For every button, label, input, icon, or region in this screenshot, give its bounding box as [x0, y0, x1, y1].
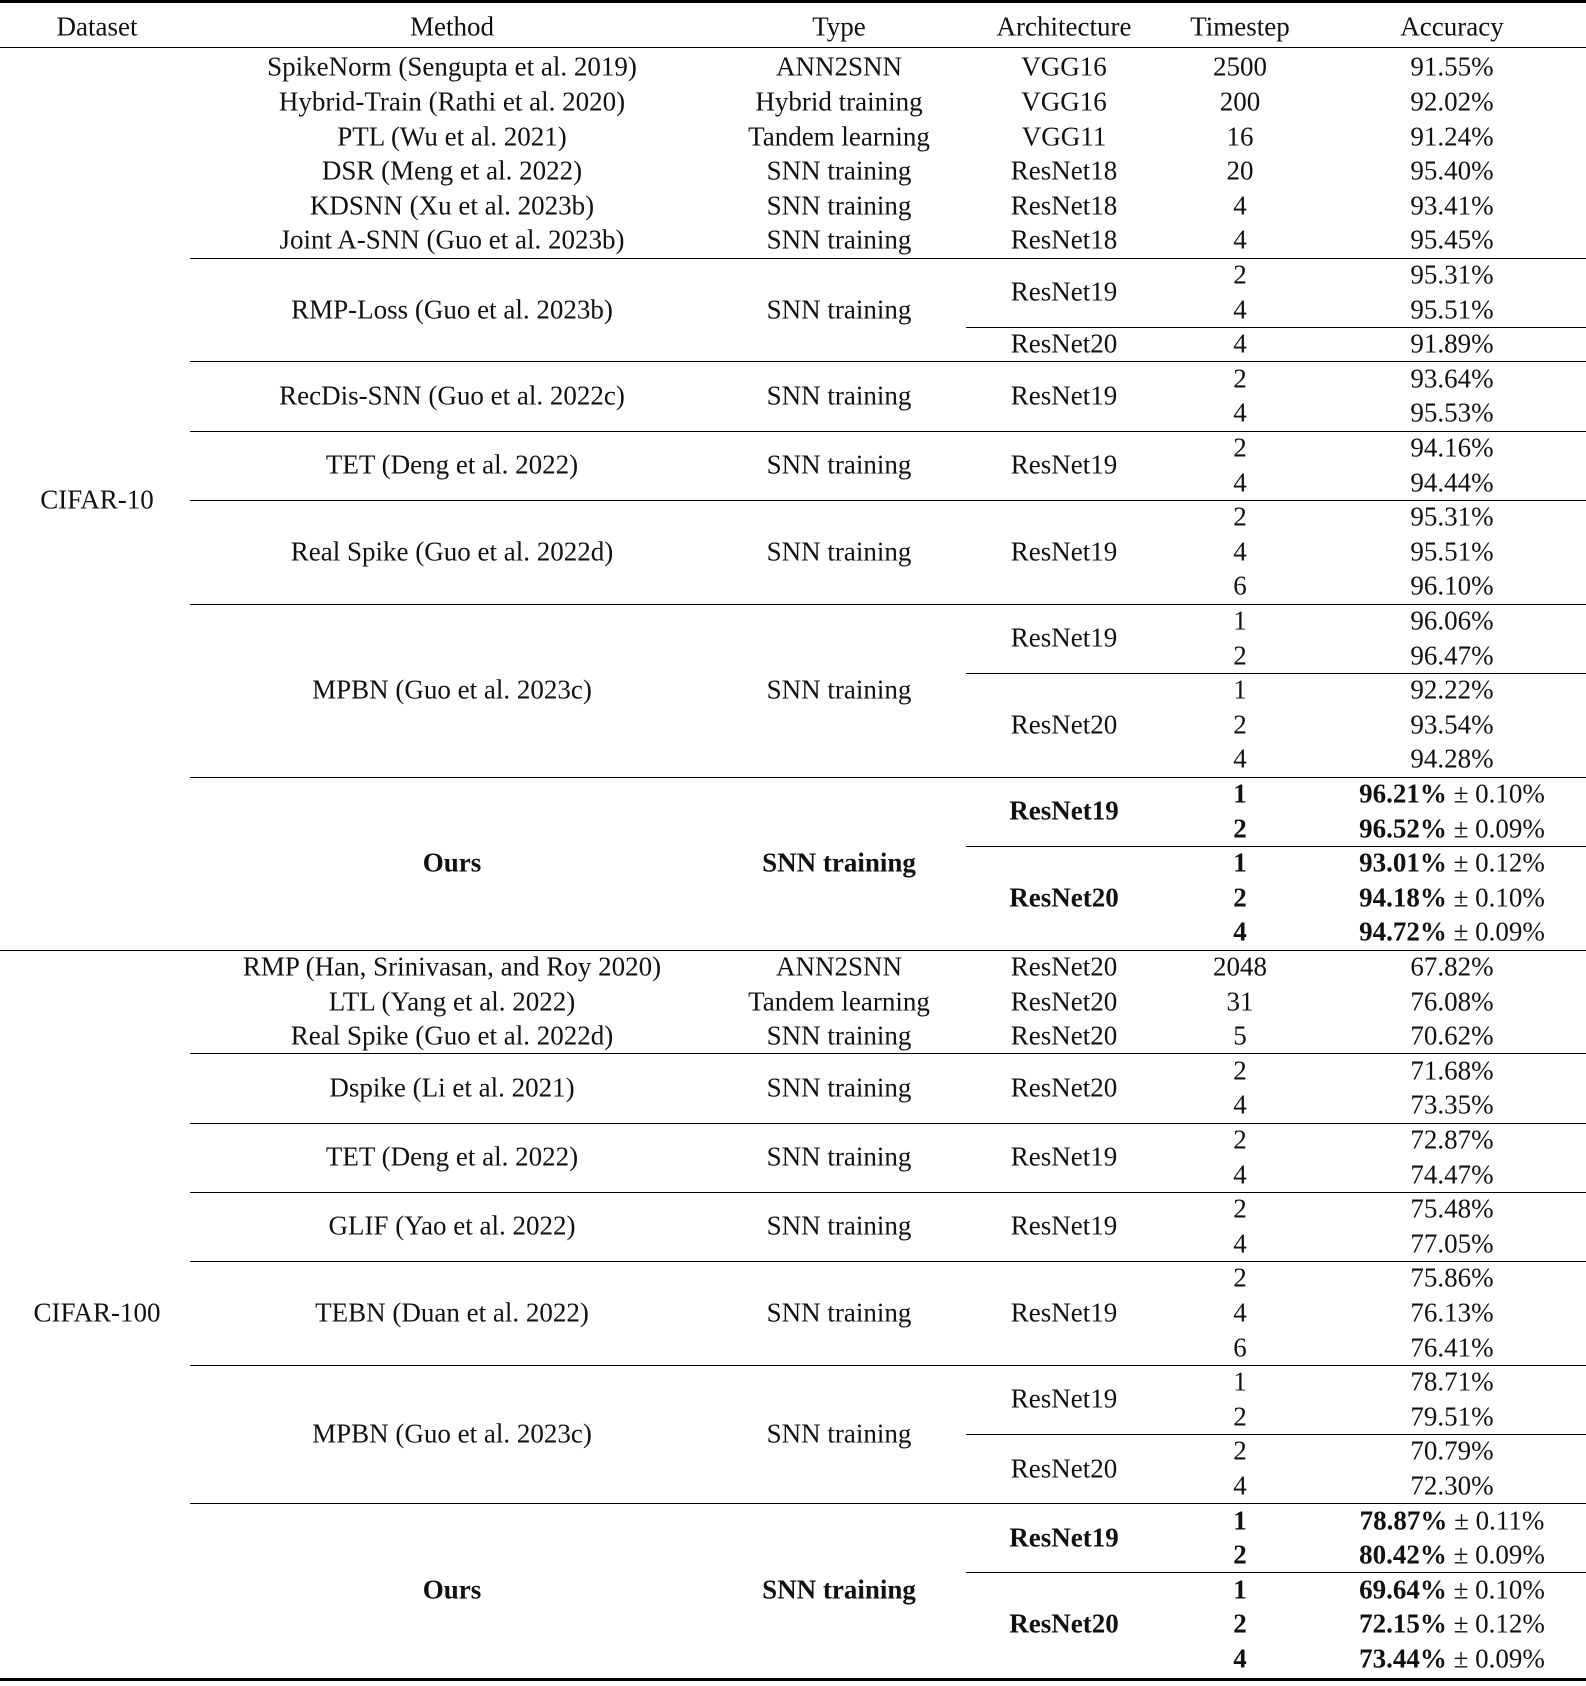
timestep-cell: 4: [1233, 1089, 1247, 1120]
accuracy-value: 72.30%: [1410, 1470, 1494, 1501]
timestep-cell: 4: [1233, 536, 1247, 567]
type-cell: SNN training: [762, 1574, 916, 1605]
method-cell: RMP (Han, Srinivasan, and Roy 2020): [242, 951, 662, 982]
accuracy-std: ± 0.09%: [1446, 916, 1545, 947]
accuracy-cell: [1410, 155, 1494, 186]
method-cell: Hybrid-Train (Rathi et al. 2020): [278, 86, 626, 117]
method-cell: RecDis-SNN (Guo et al. 2022c): [279, 380, 625, 411]
group-rule: [190, 1261, 1586, 1262]
header-rule: [0, 47, 1586, 48]
accuracy-cell: [1410, 469, 1493, 496]
accuracy-value: 95.51%: [1410, 536, 1494, 567]
timestep-cell: 4: [1233, 1159, 1247, 1189]
timestep-cell: 2: [1233, 501, 1247, 532]
type-cell: SNN training: [766, 536, 912, 567]
timestep-cell: 4: [1233, 224, 1247, 255]
accuracy-value: 96.52%: [1359, 813, 1447, 843]
method-cell: Joint A-SNN (Guo et al. 2023b): [279, 224, 625, 255]
column-header: Type: [812, 11, 866, 42]
type-cell: SNN training: [766, 1418, 912, 1449]
accuracy-std: ± 0.12%: [1446, 1608, 1545, 1639]
method-cell: Real Spike (Guo et al. 2022d): [290, 1020, 614, 1051]
method-cell: KDSNN (Xu et al. 2023b): [309, 190, 595, 221]
accuracy-cell: [1410, 397, 1494, 428]
architecture-cell: ResNet18: [1010, 190, 1118, 221]
accuracy-value: 95.53%: [1410, 397, 1494, 428]
group-rule: [190, 361, 1586, 362]
group-rule: [190, 258, 1586, 259]
group-rule: [190, 1123, 1586, 1124]
accuracy-cell: [1410, 1057, 1493, 1084]
accuracy-cell: [1410, 988, 1493, 1015]
group-rule: [190, 604, 1586, 605]
accuracy-cell: [1410, 743, 1494, 774]
architecture-cell: ResNet20: [1010, 951, 1118, 982]
timestep-cell: 4: [1233, 190, 1247, 221]
accuracy-cell: [1359, 780, 1545, 807]
accuracy-cell: [1359, 815, 1545, 842]
accuracy-value: 70.62%: [1410, 1020, 1494, 1051]
accuracy-value: 94.28%: [1410, 743, 1494, 774]
type-cell: SNN training: [766, 1072, 912, 1103]
architecture-cell: ResNet18: [1010, 155, 1118, 186]
timestep-cell: 1: [1233, 778, 1247, 809]
architecture-cell: ResNet19: [1010, 380, 1118, 411]
accuracy-cell: [1359, 916, 1545, 947]
accuracy-value: 92.22%: [1410, 674, 1494, 705]
timestep-cell: 4: [1233, 294, 1247, 324]
accuracy-std: ± 0.09%: [1446, 813, 1545, 843]
accuracy-value: 94.72%: [1359, 916, 1447, 947]
timestep-cell: 2: [1233, 640, 1247, 670]
accuracy-value: 75.86%: [1410, 1262, 1494, 1293]
architecture-cell: ResNet20: [1009, 882, 1119, 913]
timestep-cell: 2: [1233, 259, 1247, 290]
accuracy-cell: [1359, 1576, 1545, 1603]
architecture-cell: ResNet20: [1010, 1020, 1118, 1051]
method-cell: MPBN (Guo et al. 2023c): [312, 674, 592, 705]
architecture-cell: ResNet19: [1010, 1297, 1118, 1328]
timestep-cell: 200: [1219, 86, 1261, 117]
accuracy-cell: [1410, 1262, 1494, 1293]
timestep-cell: 2: [1233, 1124, 1247, 1155]
accuracy-cell: [1410, 1403, 1493, 1430]
accuracy-cell: [1410, 642, 1493, 669]
timestep-cell: 1: [1233, 674, 1247, 705]
type-cell: SNN training: [766, 1297, 912, 1328]
type-cell: SNN training: [762, 847, 916, 878]
timestep-cell: 31: [1226, 986, 1254, 1016]
architecture-cell: ResNet19: [1010, 449, 1118, 480]
accuracy-cell: [1410, 1161, 1493, 1188]
bottom-rule: [0, 1678, 1586, 1681]
accuracy-value: 96.21%: [1359, 778, 1447, 809]
method-cell: GLIF (Yao et al. 2022): [328, 1210, 576, 1241]
method-cell: PTL (Wu et al. 2021): [337, 121, 567, 151]
timestep-cell: 4: [1233, 397, 1247, 428]
timestep-cell: 1: [1233, 1574, 1247, 1605]
accuracy-value: 67.82%: [1410, 951, 1494, 982]
accuracy-value: 96.10%: [1410, 570, 1494, 601]
timestep-cell: 4: [1233, 1470, 1247, 1501]
column-header: Dataset: [56, 11, 138, 42]
timestep-cell: 1: [1233, 605, 1247, 636]
accuracy-value: 78.71%: [1410, 1366, 1494, 1397]
type-cell: SNN training: [766, 294, 912, 324]
method-cell: TEBN (Duan et al. 2022): [315, 1297, 589, 1328]
architecture-cell: ResNet20: [1010, 328, 1118, 359]
method-cell: SpikeNorm (Sengupta et al. 2019): [267, 51, 637, 82]
accuracy-std: ± 0.10%: [1446, 882, 1545, 913]
accuracy-std: ± 0.09%: [1446, 1539, 1545, 1570]
accuracy-value: 70.79%: [1410, 1435, 1494, 1466]
timestep-cell: 2: [1233, 1539, 1247, 1570]
accuracy-value: 80.42%: [1359, 1539, 1447, 1570]
timestep-cell: 6: [1233, 570, 1247, 601]
timestep-cell: 1: [1233, 847, 1247, 878]
architecture-cell: ResNet20: [1009, 1608, 1119, 1639]
method-cell: Ours: [422, 1574, 482, 1605]
architecture-cell: ResNet19: [1010, 1210, 1118, 1241]
accuracy-value: 74.47%: [1410, 1159, 1494, 1189]
accuracy-value: 92.02%: [1410, 86, 1494, 117]
architecture-cell: ResNet20: [1010, 709, 1118, 740]
type-cell: Tandem learning: [748, 121, 930, 151]
accuracy-cell: [1410, 123, 1493, 150]
accuracy-cell: [1410, 1299, 1493, 1326]
accuracy-value: 93.01%: [1359, 847, 1447, 878]
type-cell: SNN training: [766, 1141, 912, 1172]
accuracy-cell: [1410, 261, 1493, 288]
group-rule: [190, 1365, 1586, 1366]
accuracy-value: 93.41%: [1410, 190, 1494, 221]
accuracy-cell: [1410, 434, 1493, 461]
accuracy-value: 78.87%: [1359, 1505, 1448, 1535]
architecture-cell: VGG16: [1021, 51, 1107, 82]
dataset-cell: CIFAR-10: [40, 484, 154, 515]
timestep-cell: 5: [1233, 1020, 1247, 1051]
timestep-cell: 4: [1233, 743, 1247, 774]
accuracy-value: 69.64%: [1359, 1574, 1447, 1605]
accuracy-cell: [1410, 538, 1493, 565]
timestep-cell: 2: [1233, 1401, 1247, 1432]
timestep-cell: 20: [1226, 155, 1254, 186]
type-cell: SNN training: [766, 224, 912, 255]
timestep-cell: 2: [1233, 1435, 1247, 1466]
accuracy-cell: [1410, 88, 1493, 115]
architecture-cell: ResNet20: [1010, 1072, 1118, 1103]
accuracy-cell: [1410, 1193, 1494, 1224]
accuracy-cell: [1410, 674, 1494, 705]
timestep-cell: 2500: [1213, 51, 1267, 82]
timestep-cell: 2: [1233, 432, 1247, 463]
method-cell: Real Spike (Guo et al. 2022d): [290, 536, 614, 567]
timestep-cell: 4: [1233, 1643, 1247, 1674]
architecture-cell: ResNet19: [1009, 795, 1119, 826]
accuracy-value: 72.87%: [1410, 1124, 1494, 1155]
column-header: Timestep: [1190, 11, 1290, 42]
top-rule: [0, 0, 1586, 3]
timestep-cell: 4: [1233, 1297, 1247, 1328]
architecture-cell: ResNet19: [1010, 1141, 1118, 1172]
type-cell: Tandem learning: [748, 986, 930, 1016]
accuracy-value: 76.13%: [1410, 1297, 1494, 1328]
accuracy-value: 96.06%: [1410, 605, 1494, 636]
type-cell: SNN training: [766, 380, 912, 411]
accuracy-cell: [1410, 224, 1494, 255]
architecture-cell: ResNet19: [1010, 1383, 1118, 1414]
architecture-cell: ResNet19: [1010, 622, 1118, 653]
type-cell: ANN2SNN: [775, 951, 903, 982]
accuracy-value: 76.41%: [1410, 1332, 1494, 1362]
accuracy-cell: [1410, 296, 1493, 323]
architecture-cell: VGG11: [1021, 121, 1107, 151]
timestep-cell: 4: [1233, 916, 1247, 947]
accuracy-value: 73.35%: [1410, 1089, 1494, 1120]
accuracy-value: 71.68%: [1410, 1055, 1494, 1086]
accuracy-value: 77.05%: [1410, 1228, 1494, 1259]
accuracy-cell: [1410, 365, 1493, 392]
accuracy-cell: [1410, 1126, 1493, 1153]
accuracy-cell: [1410, 1334, 1493, 1361]
column-header: Architecture: [996, 11, 1132, 42]
accuracy-cell: [1410, 711, 1493, 738]
accuracy-std: ± 0.09%: [1446, 1643, 1545, 1674]
type-cell: SNN training: [766, 674, 912, 705]
dataset-cell: CIFAR-100: [33, 1297, 161, 1328]
architecture-cell: VGG16: [1021, 86, 1107, 117]
accuracy-value: 95.31%: [1410, 259, 1494, 290]
group-rule: [190, 1053, 1586, 1054]
accuracy-value: 94.16%: [1410, 432, 1494, 463]
timestep-cell: 2048: [1213, 951, 1267, 982]
timestep-cell: 4: [1233, 467, 1247, 497]
type-cell: SNN training: [766, 190, 912, 221]
accuracy-value: 94.44%: [1410, 467, 1494, 497]
method-cell: LTL (Yang et al. 2022): [328, 986, 576, 1016]
accuracy-std: ± 0.10%: [1446, 1574, 1545, 1605]
group-rule: [190, 500, 1586, 501]
timestep-cell: 4: [1233, 328, 1247, 359]
method-cell: DSR (Meng et al. 2022): [321, 155, 583, 186]
timestep-cell: 1: [1233, 1366, 1247, 1397]
method-cell: TET (Deng et al. 2022): [325, 449, 579, 480]
type-cell: SNN training: [766, 1210, 912, 1241]
accuracy-std: ± 0.11%: [1447, 1505, 1545, 1535]
accuracy-cell: [1410, 51, 1494, 82]
accuracy-value: 76.08%: [1410, 986, 1494, 1016]
accuracy-value: 91.24%: [1410, 121, 1494, 151]
timestep-cell: 4: [1233, 1228, 1247, 1259]
accuracy-cell: [1359, 1608, 1545, 1639]
architecture-cell: ResNet19: [1010, 276, 1118, 307]
column-header: Accuracy: [1400, 11, 1504, 42]
accuracy-value: 94.18%: [1359, 882, 1447, 913]
accuracy-cell: [1360, 1507, 1545, 1534]
accuracy-cell: [1410, 1366, 1494, 1397]
accuracy-cell: [1410, 192, 1493, 219]
group-rule: [190, 431, 1586, 432]
accuracy-cell: [1410, 1435, 1494, 1466]
accuracy-value: 95.31%: [1410, 501, 1494, 532]
timestep-cell: 6: [1233, 1332, 1247, 1362]
accuracy-value: 95.40%: [1410, 155, 1494, 186]
architecture-cell: ResNet19: [1010, 536, 1118, 567]
accuracy-value: 79.51%: [1410, 1401, 1494, 1432]
architecture-cell: ResNet19: [1009, 1522, 1119, 1553]
method-cell: TET (Deng et al. 2022): [325, 1141, 579, 1172]
accuracy-std: ± 0.12%: [1446, 847, 1545, 878]
accuracy-cell: [1410, 501, 1494, 532]
accuracy-value: 95.45%: [1410, 224, 1494, 255]
accuracy-cell: [1359, 884, 1545, 911]
type-cell: ANN2SNN: [775, 51, 903, 82]
architecture-cell: ResNet18: [1010, 224, 1118, 255]
accuracy-cell: [1359, 1539, 1545, 1570]
type-cell: SNN training: [766, 1020, 912, 1051]
timestep-cell: 2: [1233, 813, 1247, 843]
method-cell: RMP-Loss (Guo et al. 2023b): [291, 294, 613, 324]
timestep-cell: 2: [1233, 1262, 1247, 1293]
accuracy-cell: [1359, 1645, 1545, 1672]
type-cell: SNN training: [766, 155, 912, 186]
architecture-cell: ResNet20: [1010, 1453, 1118, 1484]
accuracy-cell: [1410, 1230, 1493, 1257]
accuracy-cell: [1359, 847, 1545, 878]
accuracy-value: 91.55%: [1410, 51, 1494, 82]
column-header: Method: [410, 11, 494, 42]
accuracy-value: 73.44%: [1359, 1643, 1447, 1674]
accuracy-value: 93.64%: [1410, 363, 1494, 394]
timestep-cell: 2: [1233, 1193, 1247, 1224]
type-cell: Hybrid training: [755, 86, 923, 117]
accuracy-cell: [1410, 1472, 1493, 1499]
method-cell: Dspike (Li et al. 2021): [329, 1072, 575, 1103]
timestep-cell: 16: [1226, 121, 1254, 151]
timestep-cell: 2: [1233, 882, 1247, 913]
group-rule: [190, 1192, 1586, 1193]
timestep-cell: 2: [1233, 1608, 1247, 1639]
method-cell: MPBN (Guo et al. 2023c): [312, 1418, 592, 1449]
accuracy-cell: [1410, 570, 1494, 601]
timestep-cell: 2: [1233, 1055, 1247, 1086]
architecture-cell: ResNet20: [1010, 986, 1118, 1016]
accuracy-cell: [1410, 1020, 1494, 1051]
accuracy-cell: [1410, 1089, 1494, 1120]
timestep-cell: 1: [1233, 1505, 1247, 1535]
accuracy-cell: [1410, 328, 1494, 359]
timestep-cell: 2: [1233, 363, 1247, 394]
accuracy-value: 72.15%: [1359, 1608, 1447, 1639]
accuracy-cell: [1410, 953, 1493, 980]
method-cell: Ours: [422, 847, 482, 878]
accuracy-std: ± 0.10%: [1446, 778, 1545, 809]
accuracy-value: 95.51%: [1410, 294, 1494, 324]
accuracy-value: 91.89%: [1410, 328, 1494, 359]
accuracy-cell: [1410, 607, 1493, 634]
accuracy-value: 96.47%: [1410, 640, 1494, 670]
type-cell: SNN training: [766, 449, 912, 480]
timestep-cell: 2: [1233, 709, 1247, 740]
accuracy-value: 93.54%: [1410, 709, 1494, 740]
accuracy-value: 75.48%: [1410, 1193, 1494, 1224]
